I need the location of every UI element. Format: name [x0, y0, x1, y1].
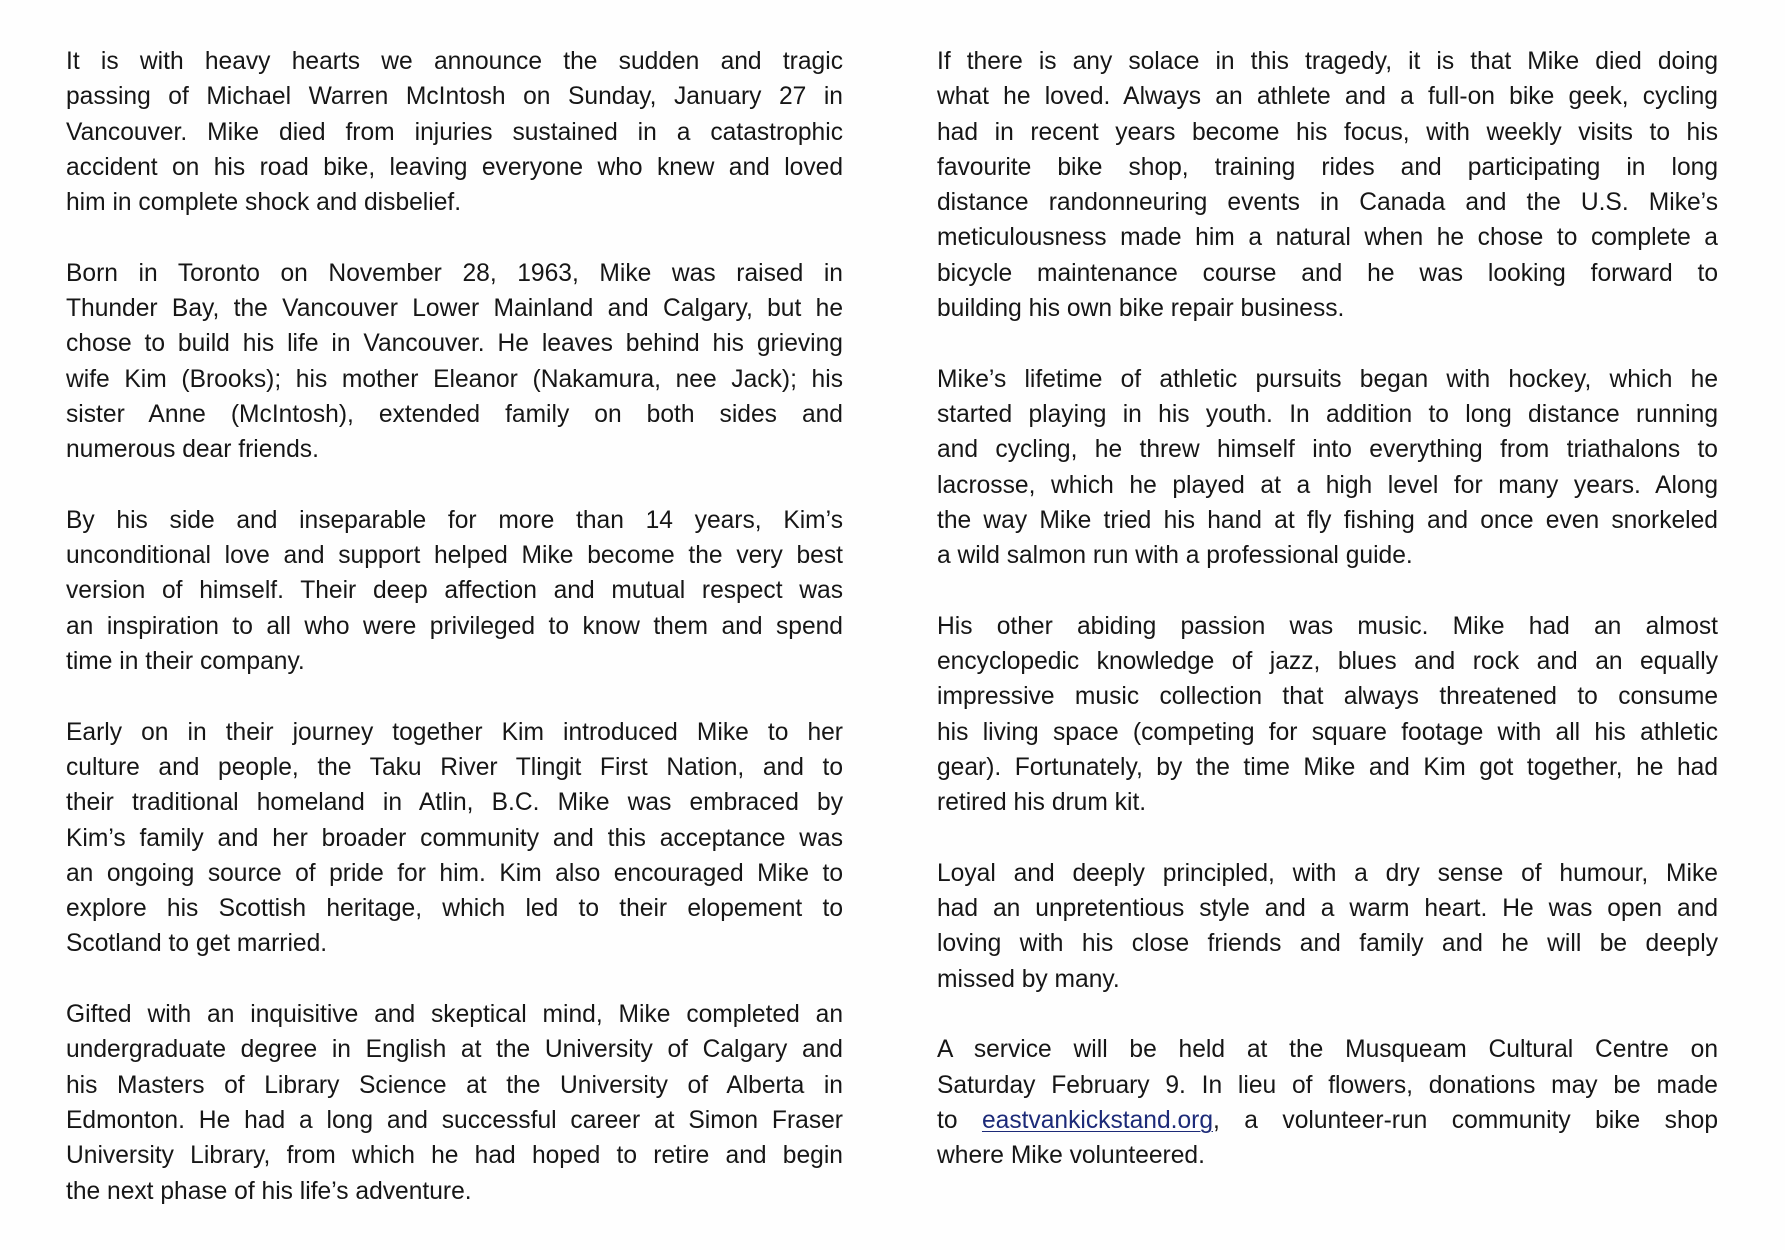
- text-line: started playing in his youth. In addition to long distance running: [937, 400, 1718, 428]
- text-line: Saturday February 9. In lieu of flowers, donations may be made: [937, 1071, 1718, 1099]
- text-line: University Library, from which he had hoped to retire and begin: [66, 1142, 843, 1170]
- text-line: culture and people, the Taku River Tlingit First Nation, and to: [66, 753, 843, 781]
- text-line: loving with his close friends and family and he will be deeply: [937, 930, 1718, 958]
- text-line: what he loved. Always an athlete and a full-on bike geek, cycling: [937, 83, 1718, 111]
- text-line: undergraduate degree in English at the University of Calgary and: [66, 1036, 843, 1064]
- text-line: him in complete shock and disbelief.: [66, 189, 462, 217]
- text-line: wife Kim (Brooks); his mother Eleanor (Nakamura, nee Jack); his: [66, 365, 843, 393]
- text-line: Scotland to get married.: [66, 930, 328, 958]
- text-line: their traditional homeland in Atlin, B.C. Mike was embraced by: [66, 789, 843, 817]
- text-line: gear). Fortunately, by the time Mike and Kim got together, he had: [937, 753, 1718, 781]
- paragraph-service: [937, 1032, 1718, 1173]
- paragraph-education-career: [66, 997, 843, 1209]
- text-line: the next phase of his life’s adventure.: [66, 1177, 472, 1205]
- link-prefix: to: [937, 1106, 982, 1134]
- paragraph-culture: [66, 715, 843, 962]
- text-line: Mike’s lifetime of athletic pursuits began with hockey, which he: [937, 365, 1718, 393]
- text-line: bicycle maintenance course and he was looking forward to: [937, 259, 1718, 287]
- text-line: encyclopedic knowledge of jazz, blues and rock and an equally: [937, 648, 1718, 676]
- text-line: building his own bike repair business.: [937, 295, 1345, 323]
- paragraph-family: [66, 256, 843, 468]
- text-line: version of himself. Their deep affection and mutual respect was: [66, 577, 843, 605]
- text-line: It is with heavy hearts we announce the sudden and tragic: [66, 48, 843, 75]
- text-line: time in their company.: [66, 648, 305, 676]
- text-line: sister Anne (McIntosh), extended family on both sides and: [66, 400, 843, 428]
- text-line: favourite bike shop, training rides and participating in long: [937, 153, 1718, 181]
- text-line: chose to build his life in Vancouver. He leaves behind his grieving: [66, 330, 843, 358]
- text-line: lacrosse, which he played at a high level for many years. Along: [937, 471, 1718, 499]
- text-line: his Masters of Library Science at the University of Alberta in: [66, 1071, 843, 1099]
- text-line: where Mike volunteered.: [937, 1142, 1205, 1170]
- paragraph-athletics: [937, 362, 1718, 574]
- text-line: impressive music collection that always threatened to consume: [937, 683, 1718, 711]
- text-line: an ongoing source of pride for him. Kim also encouraged Mike to: [66, 859, 843, 887]
- paragraph-character: [937, 856, 1718, 997]
- text-line: By his side and inseparable for more than 14 years, Kim’s: [66, 506, 843, 534]
- text-line: Vancouver. Mike died from injuries sustained in a catastrophic: [66, 118, 843, 146]
- text-line: passing of Michael Warren McIntosh on Sunday, January 27 in: [66, 83, 843, 111]
- text-line: Gifted with an inquisitive and skeptical mind, Mike completed an: [66, 1001, 843, 1029]
- text-line: A service will be held at the Musqueam Cultural Centre on: [937, 1036, 1718, 1064]
- text-line: had in recent years become his focus, with weekly visits to his: [937, 118, 1718, 146]
- text-line: If there is any solace in this tragedy, it is that Mike died doing: [937, 48, 1718, 75]
- left-column: [66, 44, 843, 1244]
- text-line: Kim’s family and her broader community and this acceptance was: [66, 824, 843, 852]
- donation-link[interactable]: eastvankickstand.org: [981, 1106, 1214, 1134]
- text-line: a wild salmon run with a professional guide.: [937, 542, 1413, 570]
- text-line: unconditional love and support helped Mike become the very best: [66, 542, 843, 570]
- paragraph-cycling: [937, 44, 1718, 326]
- text-line: had an unpretentious style and a warm heart. He was open and: [937, 895, 1718, 923]
- text-line: distance randonneuring events in Canada and the U.S. Mike’s: [937, 189, 1718, 217]
- text-line: Loyal and deeply principled, with a dry sense of humour, Mike: [937, 859, 1718, 887]
- text-line: an inspiration to all who were privileged to know them and spend: [66, 612, 843, 640]
- text-line: the way Mike tried his hand at fly fishing and once even snorkeled: [937, 506, 1718, 534]
- text-line: Edmonton. He had a long and successful career at Simon Fraser: [66, 1106, 843, 1134]
- text-line: Thunder Bay, the Vancouver Lower Mainland and Calgary, but he: [66, 295, 843, 323]
- text-line: numerous dear friends.: [66, 436, 319, 464]
- paragraph-announcement: [66, 44, 843, 220]
- text-line: explore his Scottish heritage, which led to their elopement to: [66, 895, 843, 923]
- paragraph-kim: [66, 503, 843, 679]
- right-column: [937, 44, 1718, 1209]
- text-line: meticulousness made him a natural when he chose to complete a: [937, 224, 1718, 252]
- text-line: Early on in their journey together Kim introduced Mike to her: [66, 718, 843, 746]
- text-line: Born in Toronto on November 28, 1963, Mike was raised in: [66, 259, 843, 287]
- paragraph-music: [937, 609, 1718, 821]
- text-line: His other abiding passion was music. Mike had an almost: [937, 612, 1718, 640]
- text-line: his living space (competing for square footage with all his athletic: [937, 718, 1718, 746]
- text-line: retired his drum kit.: [937, 789, 1147, 817]
- text-line: accident on his road bike, leaving everyone who knew and loved: [66, 153, 843, 181]
- text-line-with-link: [937, 1103, 1718, 1138]
- text-line: and cycling, he threw himself into everything from triathalons to: [937, 436, 1718, 464]
- link-suffix: , a volunteer-run community bike shop: [1213, 1106, 1719, 1134]
- text-line: missed by many.: [937, 965, 1120, 993]
